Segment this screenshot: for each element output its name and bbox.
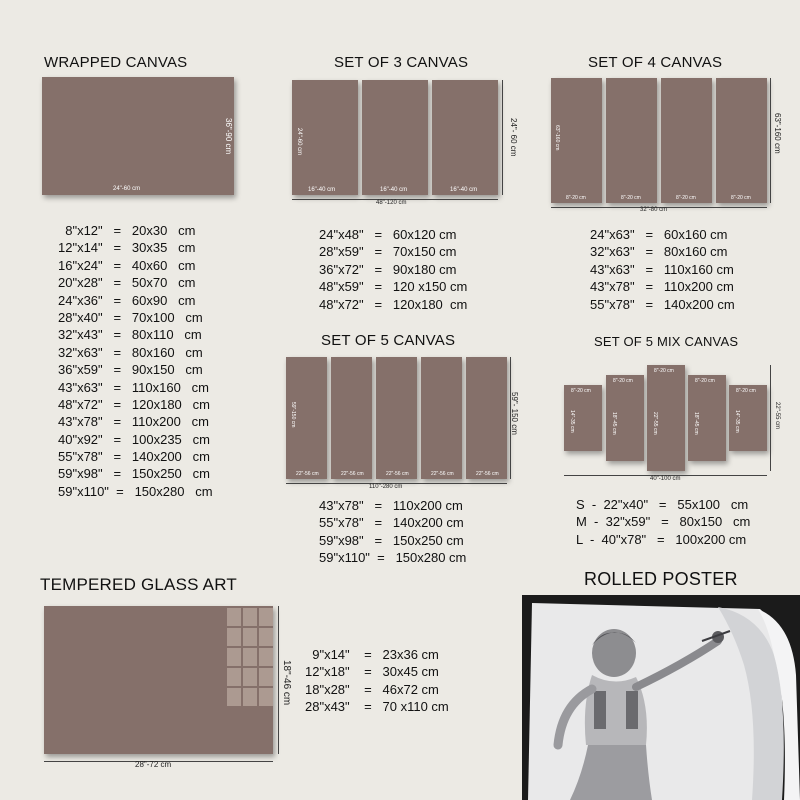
size-row: 32"x63" = 80x160 cm xyxy=(590,244,728,260)
size-row: 55"x78" = 140x200 cm xyxy=(590,296,735,312)
size-row: 36"x72" = 90x180 cm xyxy=(319,261,457,277)
set3-size-list xyxy=(319,226,467,313)
set4-total-width-label: 32"-80 cm xyxy=(640,207,668,213)
size-row: 40"x92" = 100x235 cm xyxy=(58,431,210,447)
size-row: 48"x59" = 120 x150 cm xyxy=(319,279,468,295)
mix5-total-width-label: 40"-100 cm xyxy=(650,476,681,482)
set3-total-height-label: 24"- 60 cm xyxy=(509,118,518,157)
mix5-width-label-5: 8"-20 cm xyxy=(736,388,756,394)
mix5-width-label-2: 8"-20 cm xyxy=(613,378,633,384)
set3-total-width-label: 48"-120 cm xyxy=(376,200,407,206)
wrapped-canvas-panel xyxy=(42,77,234,195)
size-row: 28"x43" = 70 x110 cm xyxy=(305,699,449,715)
size-row: 59"x98" = 150x250 cm xyxy=(319,532,464,548)
glass-reflection xyxy=(227,608,273,706)
size-row: 43"x63" = 110x160 cm xyxy=(590,261,734,277)
mix5-width-label-1: 8"-20 cm xyxy=(571,388,591,394)
set4-panel-width-label-2: 8"-20 cm xyxy=(621,195,641,201)
mix5-small-height-label-2: 14"-35 cm xyxy=(734,410,740,433)
set5-panel-width-label-5: 22"-56 cm xyxy=(476,471,499,477)
glass-size-list xyxy=(305,646,449,716)
size-row: 59"x98" = 150x250 cm xyxy=(58,466,210,482)
glass-height-label: 18"-46 cm xyxy=(281,660,292,706)
set3-panel-width-label-2: 16"-40 cm xyxy=(380,187,408,193)
set4-panel-height-label: 63"-160 cm xyxy=(554,125,560,151)
set5-panel-3 xyxy=(376,357,417,479)
size-row: 20"x28" = 50x70 cm xyxy=(58,275,196,291)
set4-panel-width-label-3: 8"-20 cm xyxy=(676,195,696,201)
glass-width-label: 28"-72 cm xyxy=(135,760,172,769)
set4-size-list xyxy=(590,226,735,313)
mix5-size-list xyxy=(576,496,750,548)
size-row: 24"x63" = 60x160 cm xyxy=(590,227,728,242)
set5-panel-5 xyxy=(466,357,507,479)
set3-panel-height-label: 24"-60 cm xyxy=(296,128,302,156)
poster-illustration xyxy=(522,595,800,800)
set5-panel-2 xyxy=(331,357,372,479)
size-row: 32"x43" = 80x110 cm xyxy=(58,327,202,343)
mix5-small-height-label-1: 14"-35 cm xyxy=(569,410,575,433)
poster-title: ROLLED POSTER xyxy=(584,569,738,589)
mix5-mid-height-label-2: 18"-45 cm xyxy=(693,412,699,435)
set5-total-height-label: 59"- 150 cm xyxy=(510,392,519,435)
set5-panel-4 xyxy=(421,357,462,479)
set3-panel-width-label-1: 16"-40 cm xyxy=(308,187,336,193)
size-row: 24"x48" = 60x120 cm xyxy=(319,227,457,242)
set5-total-width-label: 110"-280 cm xyxy=(369,484,403,490)
set5-panel-width-label-3: 22"-56 cm xyxy=(386,471,409,477)
mix5-title: SET OF 5 MIX CANVAS xyxy=(594,334,739,349)
set3-panel-3 xyxy=(432,80,498,195)
size-row: L - 40"x78" = 100x200 cm xyxy=(576,531,747,547)
set4-panel-width-label-4: 8"-20 cm xyxy=(731,195,751,201)
set3-title: SET OF 3 CANVAS xyxy=(334,54,469,71)
size-row: 36"x59" = 90x150 cm xyxy=(58,362,203,378)
glass-height-rule xyxy=(278,606,279,754)
size-row: 43"x78" = 110x200 cm xyxy=(58,414,209,430)
wrapped-canvas-title: WRAPPED CANVAS xyxy=(44,54,188,71)
set4-panel-2 xyxy=(606,78,657,203)
wrapped-width-label: 24"-60 cm xyxy=(113,186,141,192)
set5-title: SET OF 5 CANVAS xyxy=(321,332,456,349)
size-row: 48"x72" = 120x180 cm xyxy=(58,396,210,412)
glass-title: TEMPERED GLASS ART xyxy=(40,575,237,594)
size-row: 43"x63" = 110x160 cm xyxy=(58,379,209,395)
set4-title: SET OF 4 CANVAS xyxy=(588,54,723,71)
size-row: 12"x18" = 30x45 cm xyxy=(305,664,439,680)
size-row: 24"x36" = 60x90 cm xyxy=(58,292,196,308)
size-row: 28"x59" = 70x150 cm xyxy=(319,244,457,260)
set5-panel-width-label-1: 22"-56 cm xyxy=(296,471,319,477)
size-row: 43"x78" = 110x200 cm xyxy=(590,279,734,295)
set5-size-list xyxy=(319,497,466,567)
set3-height-rule xyxy=(502,80,503,195)
mix5-total-height-label: 22"-55 cm xyxy=(774,402,780,430)
size-row: 59"x110" = 150x280 cm xyxy=(319,550,467,566)
set5-panel-width-label-2: 22"-56 cm xyxy=(341,471,364,477)
size-row: 55"x78" = 140x200 cm xyxy=(58,449,210,465)
set4-panel-4 xyxy=(716,78,767,203)
size-row: 16"x24" = 40x60 cm xyxy=(58,257,196,273)
size-row: 12"x14" = 30x35 cm xyxy=(58,240,196,256)
set3-panel-2 xyxy=(362,80,428,195)
size-row: M - 32"x59" = 80x150 cm xyxy=(576,514,751,530)
size-row: 59"x110" = 150x280 cm xyxy=(58,483,213,499)
mix5-height-rule xyxy=(770,365,771,471)
size-row: S - 22"x40" = 55x100 cm xyxy=(576,497,749,512)
set4-panel-width-label-1: 8"-20 cm xyxy=(566,195,586,201)
size-row: 18"x28" = 46x72 cm xyxy=(305,681,439,697)
mix5-tall-height-label: 22"-55 cm xyxy=(652,412,658,435)
size-row: 43"x78" = 110x200 cm xyxy=(319,498,463,513)
set5-panel-width-label-4: 22"-56 cm xyxy=(431,471,454,477)
set4-height-rule xyxy=(770,78,771,203)
wrapped-size-list xyxy=(58,222,213,500)
set4-total-height-label: 63"-160 cm xyxy=(773,113,782,154)
size-row: 28"x40" = 70x100 cm xyxy=(58,309,203,325)
size-row: 8"x12" = 20x30 cm xyxy=(58,223,196,238)
mix5-mid-height-label-1: 18"-45 cm xyxy=(611,412,617,435)
wrapped-height-label: 36"-90 cm xyxy=(224,118,233,155)
mix5-width-label-4: 8"-20 cm xyxy=(695,378,715,384)
mix5-width-label-3: 8"-20 cm xyxy=(654,368,674,374)
size-row: 48"x72" = 120x180 cm xyxy=(319,296,468,312)
set5-panel-height-label: 59"-150 cm xyxy=(290,402,296,428)
size-row: 55"x78" = 140x200 cm xyxy=(319,515,464,531)
set3-panel-width-label-3: 16"-40 cm xyxy=(450,187,478,193)
rolled-poster-image xyxy=(522,595,800,800)
size-row: 9"x14" = 23x36 cm xyxy=(305,647,439,662)
set4-panel-3 xyxy=(661,78,712,203)
size-row: 32"x63" = 80x160 cm xyxy=(58,344,203,360)
